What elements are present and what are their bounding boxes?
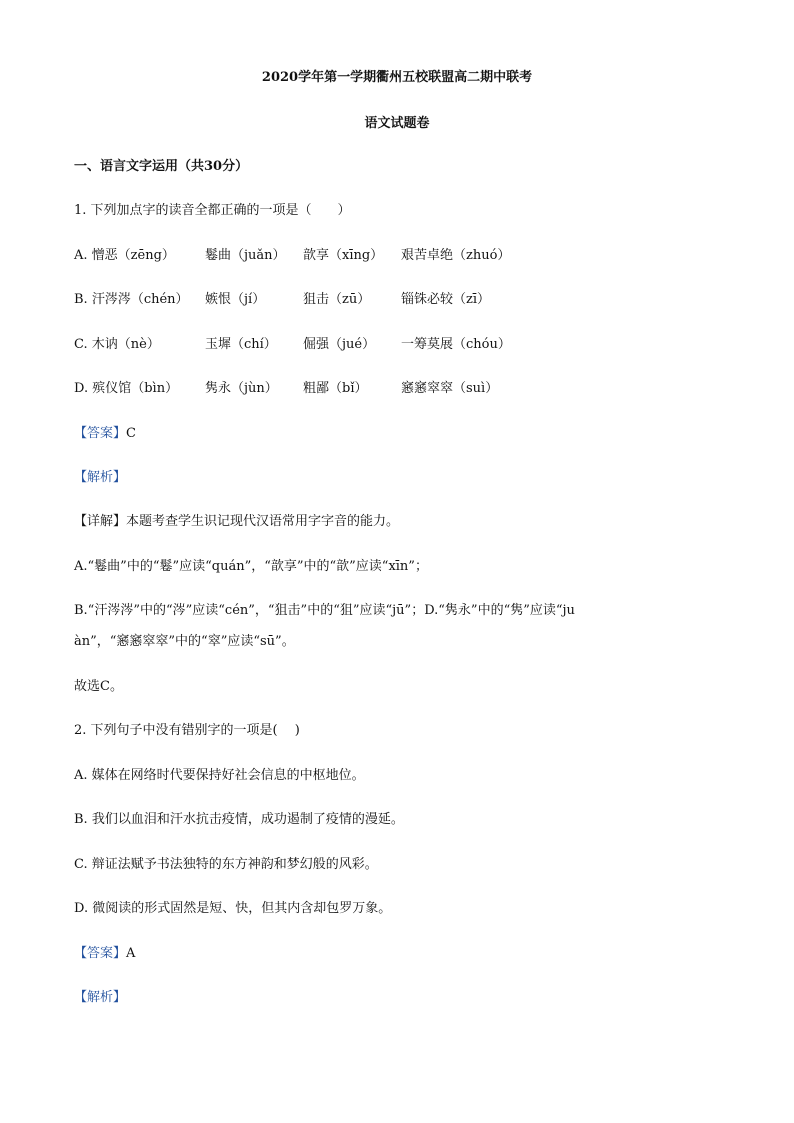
option-cell: 歆享（xīng） [303, 248, 384, 263]
q2-option-a: A. 媒体在网络时代要保持好社会信息的中枢地位。 [74, 768, 365, 783]
exam-title: 2020学年第一学期衢州五校联盟高二期中联考 [261, 70, 533, 85]
q2-option-d: D. 微阅读的形式固然是短、快，但其内含却包罗万象。 [74, 901, 392, 916]
answer-tag: 【答案】 [74, 426, 127, 441]
option-cell: B. 汗涔涔（chén） [74, 292, 189, 307]
q1-explain-a: A.“鬈曲”中的“鬈”应读“quán”，“歆享”中的“歆”应读“xīn”； [74, 559, 428, 574]
q1-explain-b1: B.“汗涔涔”中的“涔”应读“cén”，“狙击”中的“狙”应读“jū”；D.“隽永”中的“隽”应读“ju [74, 603, 575, 618]
answer-tag: 【答案】 [74, 946, 127, 961]
option-cell: 隽永（jùn） [205, 381, 278, 396]
question-2-stem: 2. 下列句子中没有错别字的一项是( ) [74, 723, 300, 738]
q1-answer [74, 426, 136, 442]
detail-text: 本题考查学生识记现代汉语常用字字音的能力。 [126, 514, 400, 529]
option-cell: D. 殡仪馆（bìn） [74, 381, 179, 396]
q1-explain-b2: àn”，“窸窸窣窣”中的“窣”应读“sū”。 [74, 634, 295, 649]
option-cell: C. 木讷（nè） [74, 337, 160, 352]
option-cell: 窸窸窣窣（suì） [401, 381, 499, 396]
option-cell: 狙击（zū） [303, 292, 371, 307]
answer-value: C [126, 426, 136, 441]
question-1-stem: 1. 下列加点字的读音全都正确的一项是（ ） [74, 203, 351, 218]
q2-analysis-tag: 【解析】 [74, 990, 127, 1005]
option-cell: 艰苦卓绝（zhuó） [401, 248, 511, 263]
answer-value: A [126, 946, 136, 961]
q2-option-b: B. 我们以血泪和汗水抗击疫情，成功遏制了疫情的漫延。 [74, 812, 404, 827]
option-cell: 倔强（jué） [303, 337, 376, 352]
section-heading: 一、语言文字运用（共30分） [74, 159, 249, 174]
option-cell: 一筹莫展（chóu） [401, 337, 511, 352]
option-cell: 玉墀（chí） [205, 337, 277, 352]
option-cell: 嫉恨（jí） [205, 292, 266, 307]
exam-subtitle: 语文试题卷 [364, 116, 430, 131]
option-cell: 粗鄙（bǐ） [303, 381, 368, 396]
q1-conclusion: 故选C。 [74, 679, 123, 694]
option-cell: 鬈曲（juǎn） [205, 248, 286, 263]
detail-tag: 【详解】 [74, 514, 127, 529]
option-cell: A. 憎恶（zēng） [74, 248, 175, 263]
q1-detail [74, 514, 399, 530]
q2-option-c: C. 辩证法赋予书法独特的东方神韵和梦幻般的风彩。 [74, 857, 378, 872]
option-cell: 锱铢必较（zī） [401, 292, 491, 307]
q2-answer [74, 946, 135, 962]
q1-analysis-tag: 【解析】 [74, 470, 127, 485]
